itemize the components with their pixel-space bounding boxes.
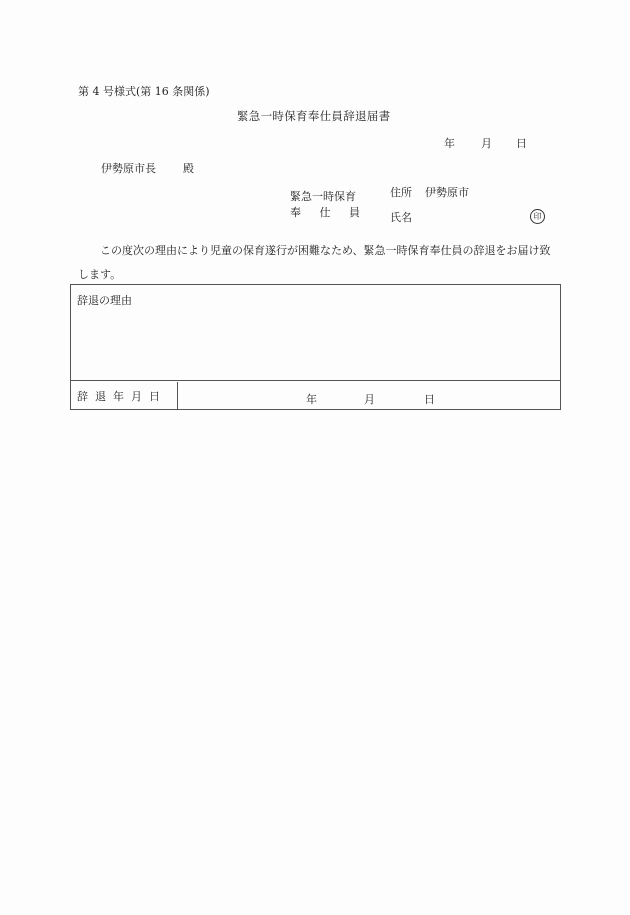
seal-icon: 印 (530, 209, 545, 224)
withdraw-date-label: 辞退年月日 (77, 389, 167, 403)
applicant-role-line1: 緊急一時保育 (290, 190, 356, 203)
addressee-name: 伊勢原市長 (101, 162, 156, 175)
reason-label: 辞退の理由 (77, 294, 132, 307)
form-number: 第 4 号様式(第 16 条関係) (78, 85, 210, 98)
withdraw-date-label-cell (71, 382, 178, 409)
withdrawal-table (70, 284, 561, 410)
body-text: この度次の理由により児童の保育遂行が困難なため、緊急一時保育奉仕員の辞退をお届け致します。 (78, 244, 551, 281)
withdraw-month: 月 (364, 393, 375, 406)
date-month: 月 (481, 137, 492, 150)
date-day: 日 (516, 137, 527, 150)
address-value[interactable]: 伊勢原市 (425, 186, 469, 199)
name-label: 氏名 (390, 211, 412, 224)
addressee-honorific: 殿 (183, 162, 194, 175)
role-char: 員 (349, 206, 360, 219)
date-year: 年 (444, 137, 455, 150)
withdraw-day: 日 (424, 393, 435, 406)
reason-cell[interactable] (71, 285, 560, 381)
withdraw-year: 年 (306, 393, 317, 406)
applicant-role-line2 (290, 207, 360, 218)
withdraw-date-cell[interactable] (178, 382, 560, 409)
role-char: 奉 (290, 206, 301, 219)
role-char: 仕 (319, 206, 331, 219)
address-label: 住所 (390, 186, 412, 199)
document-title: 緊急一時保育奉仕員辞退届書 (237, 109, 391, 123)
